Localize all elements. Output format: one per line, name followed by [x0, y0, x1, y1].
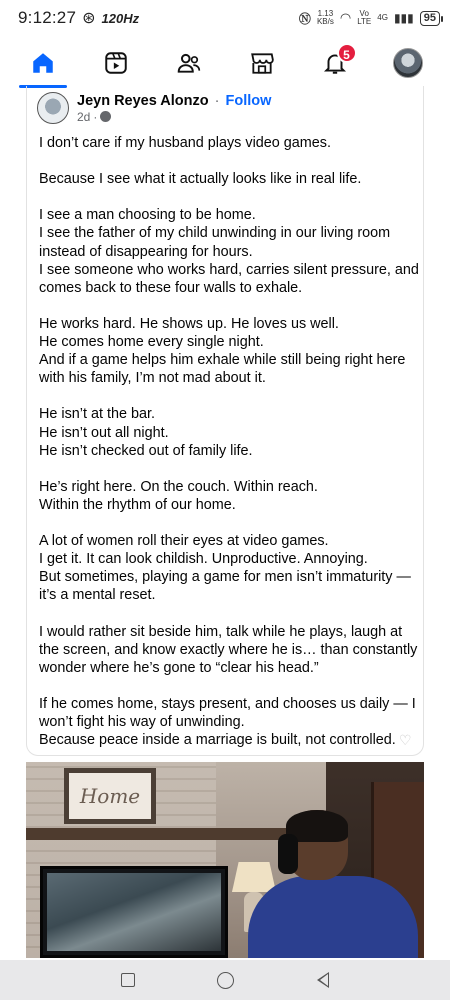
post-card: [26, 86, 424, 756]
home-button-icon[interactable]: [217, 972, 234, 989]
follow-button[interactable]: Follow: [225, 92, 272, 109]
friends-icon: [176, 50, 202, 76]
post-photo[interactable]: [26, 762, 424, 958]
signal-icon: ▮▮▮: [393, 11, 414, 25]
photo-tv: [40, 866, 228, 958]
network-gen: 4G: [377, 13, 388, 22]
profile-avatar: [393, 48, 423, 78]
marketplace-icon: [249, 50, 275, 76]
home-icon: [30, 50, 56, 76]
home-sign-text: Home: [79, 784, 141, 808]
separator-dot: ·: [214, 92, 220, 109]
photo-shirt: [248, 876, 418, 958]
refresh-rate: 120Hz: [101, 10, 140, 26]
status-left: [18, 8, 139, 28]
author-line: [77, 93, 271, 109]
tab-video[interactable]: [86, 40, 146, 86]
speed-value: 1.13: [317, 9, 334, 18]
notification-badge: 5: [337, 43, 357, 63]
photo-person: [248, 810, 418, 958]
nfc-icon: Ⓝ: [298, 11, 311, 26]
post-header: [37, 92, 271, 124]
volte-indicator: [357, 10, 371, 26]
photo-tv-screen: [47, 873, 221, 951]
post-subline: [77, 110, 271, 124]
top-nav: [0, 40, 450, 86]
status-bar: [0, 0, 450, 36]
post-meta: [77, 93, 271, 124]
tab-marketplace[interactable]: [232, 40, 292, 86]
pinwheel-icon: ⊛: [82, 10, 96, 27]
dot-icon: ·: [93, 109, 98, 124]
back-icon[interactable]: [317, 972, 329, 988]
photo-home-sign: [64, 768, 156, 824]
video-icon: [103, 50, 129, 76]
tab-friends[interactable]: [159, 40, 219, 86]
post-text: I don’t care if my husband plays video games. Because I see what it actually looks like in real life. I see a man choosing to be home. I see the father of my child unwinding in our living room instead of disappearing for hours. I see someone who works hard, carries silent pressure, and comes back to these four walls to exhale. He works hard. He shows up. He loves us well. He comes home every single night. And if a game helps him exhale while still being right here with his family, I’m not mad about it. He isn’t at the bar. He isn’t out all night. He isn’t checked out of family life. He’s right here. On the couch. Within reach. Within the rhythm of our home. A lot of women roll their eyes at video games. I get it. It can look childish. Unproductive. Annoying. But sometimes, playing a game for men isn’t immaturity — it’s a mental reset. I would rather sit beside him, talk while he plays, laugh at the screen, and know exactly where he is… than constantly wonder where he’s gone to “clear his head.” If he comes home, stays present, and chooses us daily — I won’t fight his way of unwinding. Because peace inside a marriage is built, not controlled.: [39, 135, 419, 749]
system-nav-bar: [0, 960, 450, 1000]
battery-indicator: 95: [420, 11, 440, 26]
author-name[interactable]: Jeyn Reyes Alonzo: [77, 92, 209, 109]
lte-label: LTE: [357, 17, 372, 26]
globe-icon: [100, 111, 111, 122]
vo-label: Vo: [359, 9, 369, 18]
tab-profile[interactable]: [378, 40, 438, 86]
tab-home[interactable]: [13, 40, 73, 86]
wifi-icon: ◠: [339, 10, 352, 25]
network-speed: [317, 10, 334, 26]
headset-icon: [278, 834, 298, 874]
status-right: [299, 10, 440, 27]
heart-icon: ♡: [399, 732, 412, 748]
author-avatar[interactable]: [37, 92, 69, 124]
recents-icon[interactable]: [121, 973, 135, 987]
tab-notifications[interactable]: [305, 40, 365, 86]
speed-unit: KB/s: [316, 17, 334, 26]
status-time: 9:12:27: [18, 8, 77, 27]
post-time[interactable]: 2d: [77, 109, 91, 124]
